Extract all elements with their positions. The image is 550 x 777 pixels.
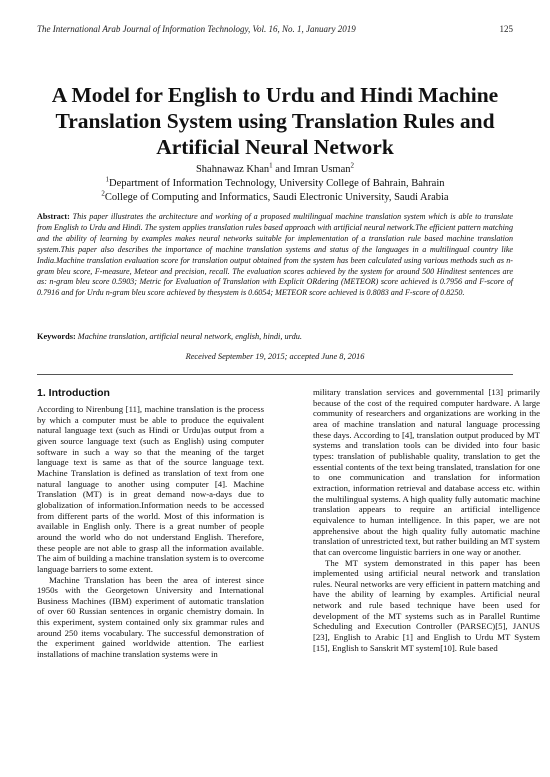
affiliation-1-sup: 1 (105, 175, 110, 184)
intro-paragraph-4: The MT system demonstrated in this paper has been implemented using artificial neural network and translation rules. Neural networks are very efficient in pattern matching and have the ability of learning by examples. Artificial neural network and rule based technique have been used for development of the MT systems such as in Parallel Runtime Scheduling and Execution Controller (PARSEC)[5], JANUS [23], English to Arabic [1] and English to Urdu MT System [15], English to Sanskrit MT system[10]. Rule based (313, 557, 540, 653)
left-column (37, 387, 264, 767)
author-names (30, 163, 520, 177)
affiliation-2-sup: 2 (101, 189, 105, 198)
page-number: 125 (499, 24, 513, 34)
author-2: and Imran Usman (272, 164, 351, 175)
author-2-sup: 2 (350, 161, 355, 170)
keywords-label: Keywords: (37, 332, 76, 341)
keywords (37, 331, 513, 342)
affiliation-1-text: Department of Information Technology, University College of Bahrain, Bahrain (109, 178, 445, 189)
section-heading-introduction: 1. Introduction (37, 387, 110, 399)
running-header (37, 24, 513, 34)
author-block (30, 163, 520, 205)
abstract-text: This paper illustrates the architecture and working of a proposed multilingual machine translation system which is able to translate from English to Urdu and Hindi. The system applies translation rules based approach with artificial neural network.The efficient pattern matching and the ability of learning by examples makes neural networks suitable for implementation of a translation rule based machine translation system.This paper also describes the importance of machine translation systems and status of the languages in a multilingual country like India.Machine translation evaluation score for translation output obtained from the system has been calculated using various methods such as n-gram bleu score, F-measure, Meteor and precision, recall. The evaluation scores achieved by the system for around 500 Hinditest sentences are as: n-gram bleu score 0.5903; Metric for Evaluation of Translation with Explicit ORdering (METEOR) score achieved is 0.7956 and F-score of 0.7916 and for Urdu n-gram bleu score achieved by thesystem is 0.6054; METEOR score achieved is 0.8083 and F-score of 0.8250. (37, 212, 513, 298)
title-line-2: Translation System using Translation Rules and (55, 109, 495, 133)
received-dates: Received September 19, 2015; accepted June 8, 2016 (185, 352, 365, 361)
journal-citation: The International Arab Journal of Information Technology, Vol. 16, No. 1, January 2019 (37, 24, 356, 34)
affiliation-2 (30, 191, 520, 205)
author-1-sup: 1 (269, 161, 273, 170)
intro-paragraph-2: Machine Translation has been the area of interest since 1950s with the Georgetown University and International Business Machines (IBM) experiment of automatic translation of over 60 Russian sentences in organic chemistry domain. In this experiment, system contained only six grammar rules and around 250 items vocabulary. The successful demonstration of the experiment gained worldwide attention. The earliest installations of machine translation systems were in (37, 574, 264, 660)
header-divider (37, 374, 513, 375)
right-column (313, 387, 540, 767)
keywords-text: Machine translation, artificial neural network, english, hindi, urdu. (75, 332, 302, 341)
abstract-label: Abstract: (37, 212, 70, 221)
affiliation-2-text: College of Computing and Informatics, Saudi Electronic University, Saudi Arabia (104, 192, 449, 203)
author-1: Shahnawaz Khan (195, 164, 270, 175)
intro-paragraph-3: military translation services and governmental [13] primarily because of the cost of the required computer hardware. A large community of researchers and organizations are working in the area of machine translation and natural language processing these days. According to [4], translation output produced by MT systems and translation tools can be divided into four basic types: translation of publishable quality, translation to get the essential contents of the text being translated, translation for one to one communication and translation for information extraction, information retrieval and database access etc. within the multilingual systems. A high quality fully automatic machine translation appears to require an artificial intelligence equivalence to human intelligence. In this paper, we are not apprehensive about the high quality fully automatic machine translation of unrestricted text, but rather building an MT system that can overcome linguistic barriers in one way or another. (313, 387, 540, 557)
intro-paragraph-1: According to Nirenbung [11], machine translation is the process by which a computer must be able to produce the equivalent natural language text (such as Hindi or Urdu)as output from a given source language text (such as English) using computer software in such a way so that the meaning of the target language text is same as that of the source language text. Machine Translation is defined as translation of text from one natural language to another using computer [4]. Machine Translation (MT) is in great demand now-a-days due to globalization of information.Information needs to be accessed from different parts of the world. Most of this information is available in English only. There is a great number of people around the world who do not understand English. Therefore, these people are not able to grasp all the information available. The aim of building a machine translation system is to overcome language barriers to some extent. (37, 404, 264, 574)
title-line-3: Artificial Neural Network (156, 135, 394, 159)
abstract (37, 212, 513, 299)
title-line-1: A Model for English to Urdu and Hindi Machine (51, 83, 499, 107)
paper-title (30, 82, 520, 160)
